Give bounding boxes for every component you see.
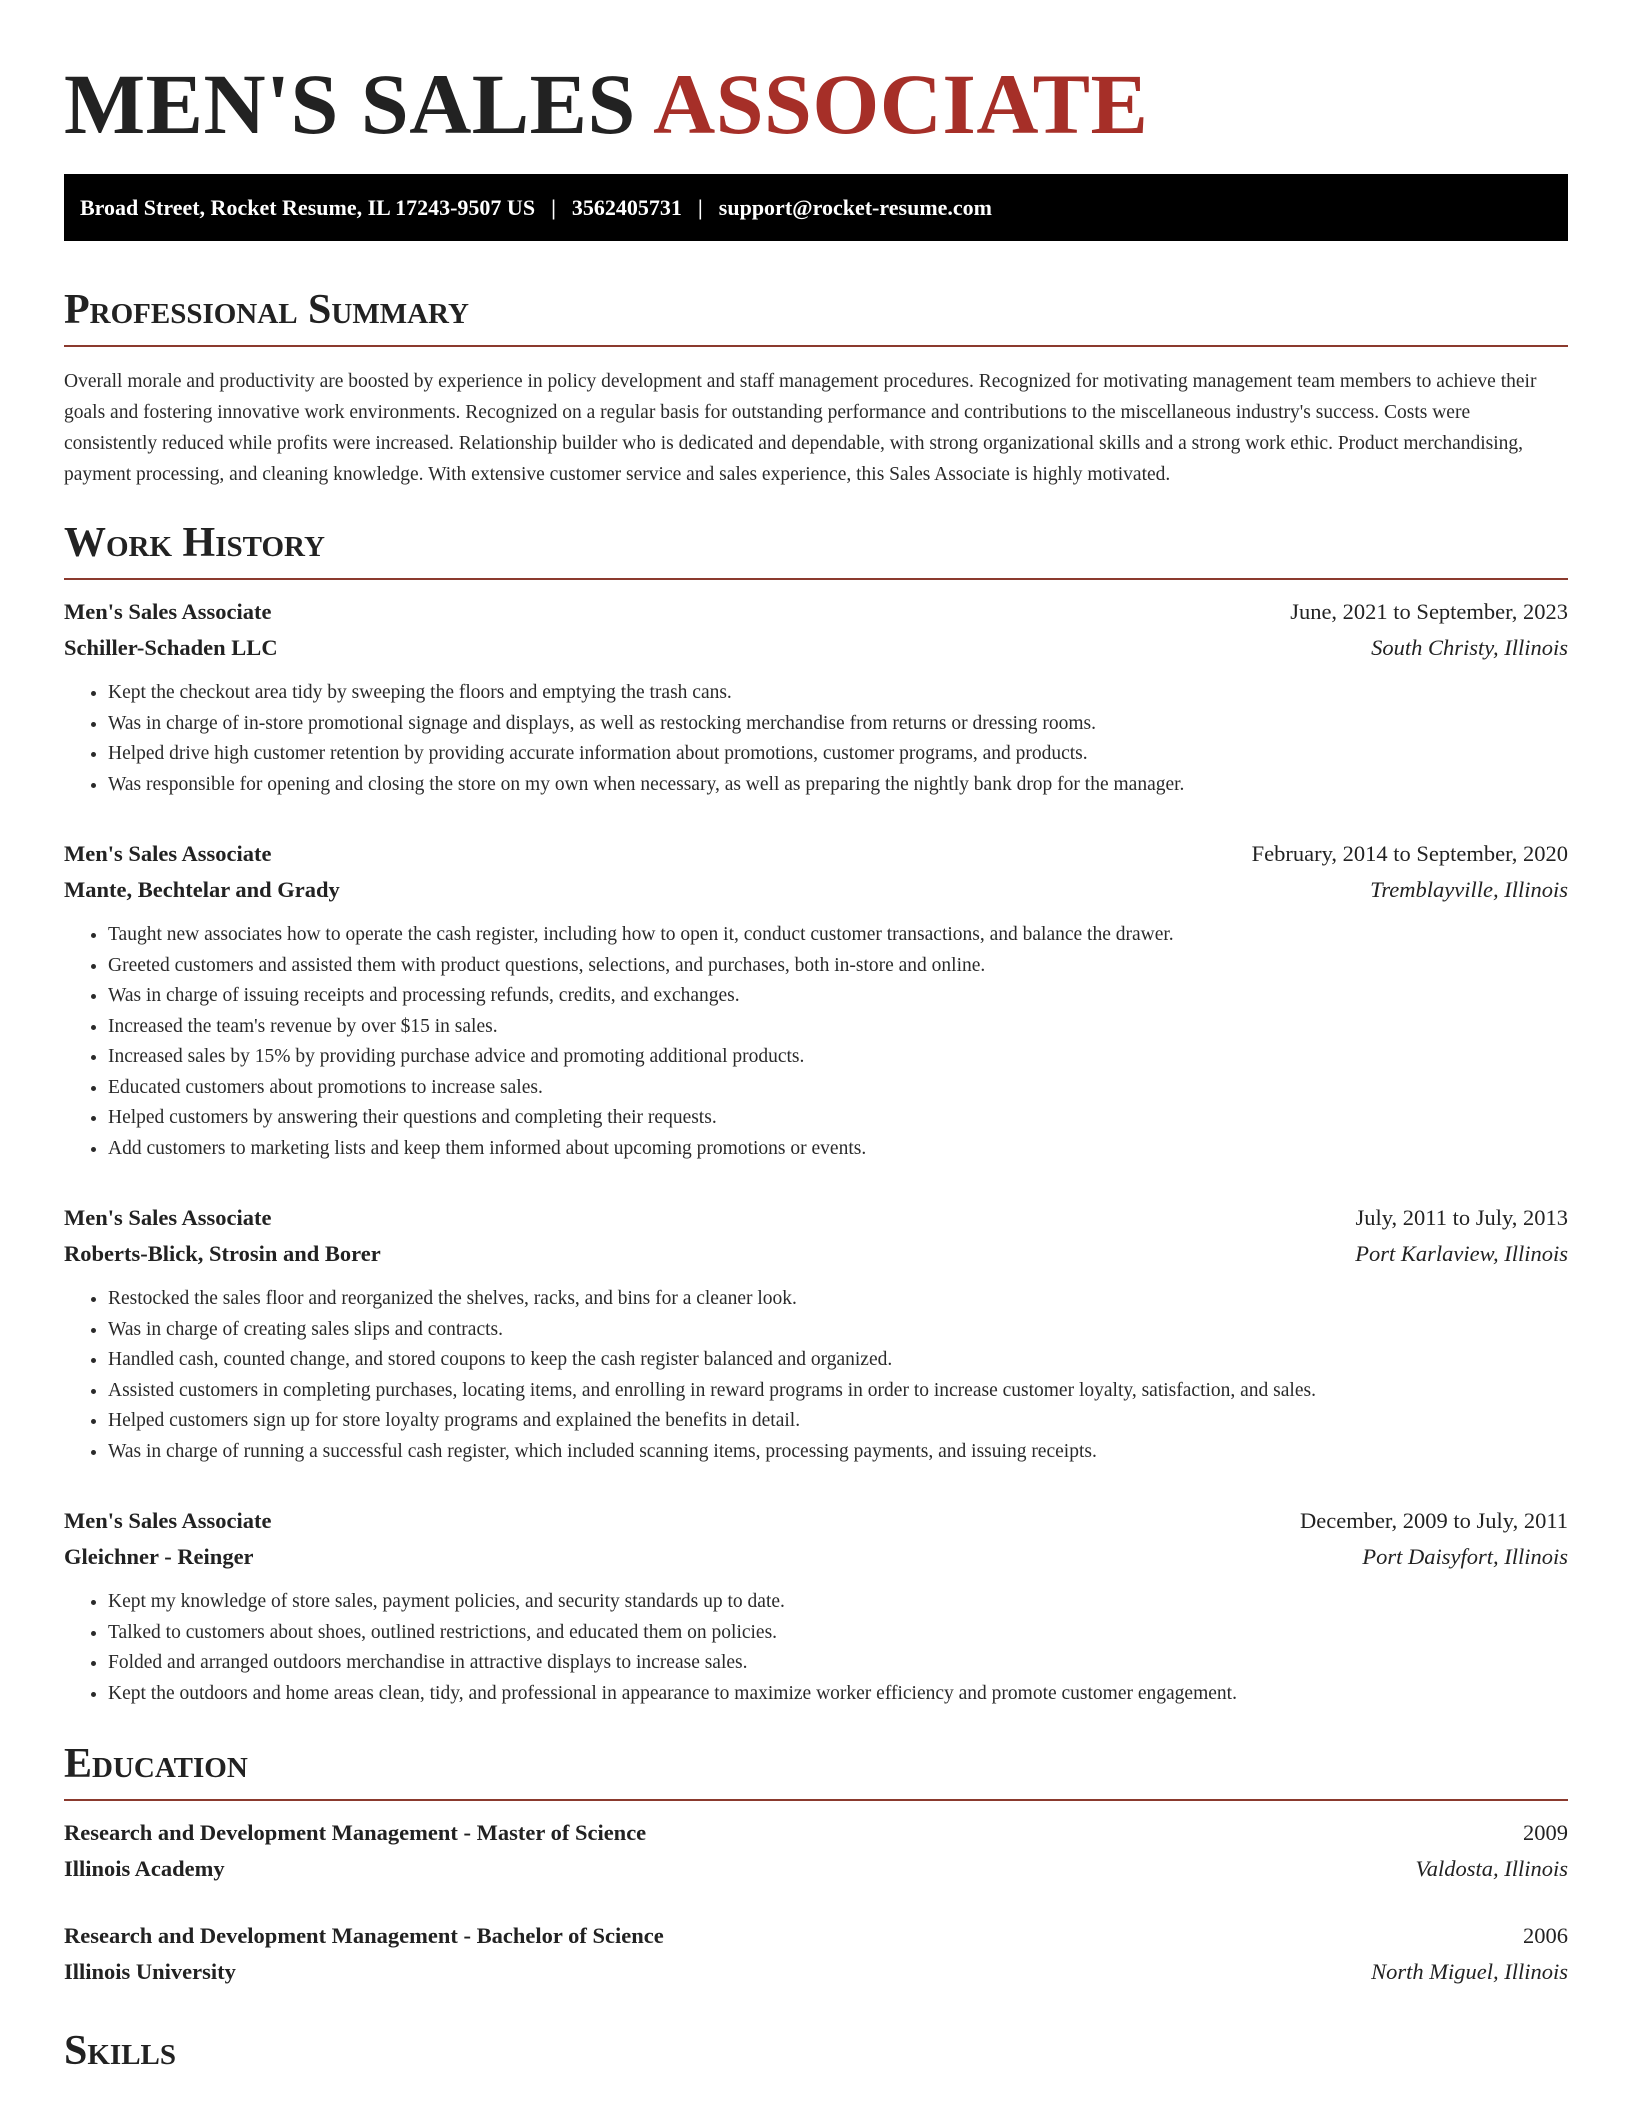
job-bullets <box>64 920 1568 1164</box>
contact-address: Broad Street, Rocket Resume, IL 17243-9507 US <box>80 194 536 220</box>
job-bullet: • Increased the team's revenue by over $15 in sales. <box>108 1012 1568 1043</box>
job-title: Men's Sales Associate <box>64 1205 272 1230</box>
contact-email: support@rocket-resume.com <box>718 194 992 220</box>
job-bullet: • Was in charge of in-store promotional signage and displays, as well as restocking merchandise from returns or dressing rooms. <box>108 709 1568 740</box>
education-school-row <box>64 1851 1568 1887</box>
education-year: 2009 <box>1523 1820 1568 1845</box>
education-degree: Research and Development Management - Bachelor of Science <box>64 1923 664 1948</box>
job-bullet: • Helped drive high customer retention by providing accurate information about promotions, customer programs, and products. <box>108 739 1568 770</box>
job-bullets <box>64 1587 1568 1709</box>
section-heading-skills: Skills <box>64 2028 177 2074</box>
job-bullets <box>64 1284 1568 1467</box>
job-location: Tremblayville, Illinois <box>1370 877 1568 902</box>
education-degree-row <box>64 1918 1568 1954</box>
job-bullet: • Add customers to marketing lists and keep them informed about upcoming promotions or events. <box>108 1134 1568 1165</box>
job-company-row <box>64 1236 1568 1272</box>
contact-phone: 3562405731 <box>571 194 682 220</box>
job-bullet: • Folded and arranged outdoors merchandise in attractive displays to increase sales. <box>108 1648 1568 1679</box>
job-location: Port Daisyfort, Illinois <box>1362 1544 1568 1569</box>
job-header-row <box>64 1503 1568 1539</box>
job-bullets <box>64 678 1568 800</box>
contact-separator: | <box>551 194 556 220</box>
title-accent: ASSOCIATE <box>653 56 1149 152</box>
job-bullet: • Was in charge of creating sales slips and contracts. <box>108 1315 1568 1346</box>
job-entry <box>64 1503 1568 1709</box>
summary-text: Overall morale and productivity are boosted by experience in policy development and staff management procedures. Recognized for motivating management team members to achieve their goals and fostering innovative work environments. Recognized on a regular basis for outstanding performance and contributions to the miscellaneous industry's success. Costs were consistently reduced while profits were increased. Relationship builder who is dedicated and dependable, with strong organizational skills and a strong work ethic. Product merchandising, payment processing, and cleaning knowledge. With extensive customer service and sales experience, this Sales Associate is highly motivated. <box>64 371 1537 485</box>
education-location: Valdosta, Illinois <box>1415 1856 1568 1881</box>
job-bullet: • Kept my knowledge of store sales, payment policies, and security standards up to date. <box>108 1587 1568 1618</box>
page-title <box>64 0 1568 150</box>
job-header-row <box>64 1200 1568 1236</box>
job-company: Schiller-Schaden LLC <box>64 635 278 660</box>
job-bullet: • Talked to customers about shoes, outlined restrictions, and educated them on policies. <box>108 1618 1568 1649</box>
job-bullet: • Helped customers by answering their questions and completing their requests. <box>108 1103 1568 1134</box>
job-bullet: • Was in charge of issuing receipts and processing refunds, credits, and exchanges. <box>108 981 1568 1012</box>
education-school: Illinois University <box>64 1959 236 1984</box>
education-entry <box>64 1918 1568 1990</box>
job-bullet: • Handled cash, counted change, and stored coupons to keep the cash register balanced and organized. <box>108 1345 1568 1376</box>
job-location: South Christy, Illinois <box>1371 635 1568 660</box>
job-bullet: • Increased sales by 15% by providing purchase advice and promoting additional products. <box>108 1042 1568 1073</box>
job-bullet: • Taught new associates how to operate the cash register, including how to open it, conduct customer transactions, and balance the drawer. <box>108 920 1568 951</box>
education-school: Illinois Academy <box>64 1856 225 1881</box>
job-title: Men's Sales Associate <box>64 1508 272 1533</box>
job-company: Gleichner - Reinger <box>64 1544 254 1569</box>
job-bullet: • Assisted customers in completing purchases, locating items, and enrolling in reward programs in order to increase customer loyalty, satisfaction, and sales. <box>108 1376 1568 1407</box>
section-heading-education: Education <box>64 1739 1568 1801</box>
job-entry <box>64 836 1568 1164</box>
job-entry <box>64 594 1568 800</box>
job-header-row <box>64 836 1568 872</box>
education-school-row <box>64 1954 1568 1990</box>
education-degree-row <box>64 1815 1568 1851</box>
job-dates: July, 2011 to July, 2013 <box>1355 1205 1568 1230</box>
contact-separator: | <box>697 194 703 220</box>
job-dates: December, 2009 to July, 2011 <box>1299 1508 1568 1533</box>
education-entry <box>64 1815 1568 1887</box>
job-company-row <box>64 630 1568 666</box>
job-bullet: • Educated customers about promotions to increase sales. <box>108 1073 1568 1104</box>
job-dates: February, 2014 to September, 2020 <box>1251 841 1568 866</box>
section-heading-work-history: Work History <box>64 518 1568 580</box>
job-bullet: • Kept the checkout area tidy by sweeping the floors and emptying the trash cans. <box>108 678 1568 709</box>
job-bullet: • Kept the outdoors and home areas clean, tidy, and professional in appearance to maximize worker efficiency and promote customer engagement. <box>108 1679 1568 1710</box>
job-company: Mante, Bechtelar and Grady <box>64 877 340 902</box>
job-dates: June, 2021 to September, 2023 <box>1290 599 1568 624</box>
section-heading-summary: Professional Summary <box>64 285 1568 347</box>
education-location: North Miguel, Illinois <box>1371 1959 1568 1984</box>
job-header-row <box>64 594 1568 630</box>
job-company: Roberts-Blick, Strosin and Borer <box>64 1241 381 1266</box>
job-bullet: • Was in charge of running a successful cash register, which included scanning items, processing payments, and issuing receipts. <box>108 1437 1568 1468</box>
title-main: MEN'S SALES <box>64 56 636 152</box>
job-bullet: • Helped customers sign up for store loyalty programs and explained the benefits in detail. <box>108 1406 1568 1437</box>
job-company-row <box>64 1539 1568 1575</box>
education-year: 2006 <box>1523 1923 1568 1948</box>
job-location: Port Karlaview, Illinois <box>1355 1241 1568 1266</box>
contact-bar <box>64 174 1568 241</box>
job-title: Men's Sales Associate <box>64 841 272 866</box>
job-bullet: • Restocked the sales floor and reorganized the shelves, racks, and bins for a cleaner look. <box>108 1284 1568 1315</box>
job-title: Men's Sales Associate <box>64 599 272 624</box>
education-degree: Research and Development Management - Master of Science <box>64 1820 647 1845</box>
job-company-row <box>64 872 1568 908</box>
job-bullet: • Greeted customers and assisted them with product questions, selections, and purchases, both in-store and online. <box>108 951 1568 982</box>
job-bullet: • Was responsible for opening and closing the store on my own when necessary, as well as preparing the nightly bank drop for the manager. <box>108 770 1568 801</box>
job-entry <box>64 1200 1568 1467</box>
